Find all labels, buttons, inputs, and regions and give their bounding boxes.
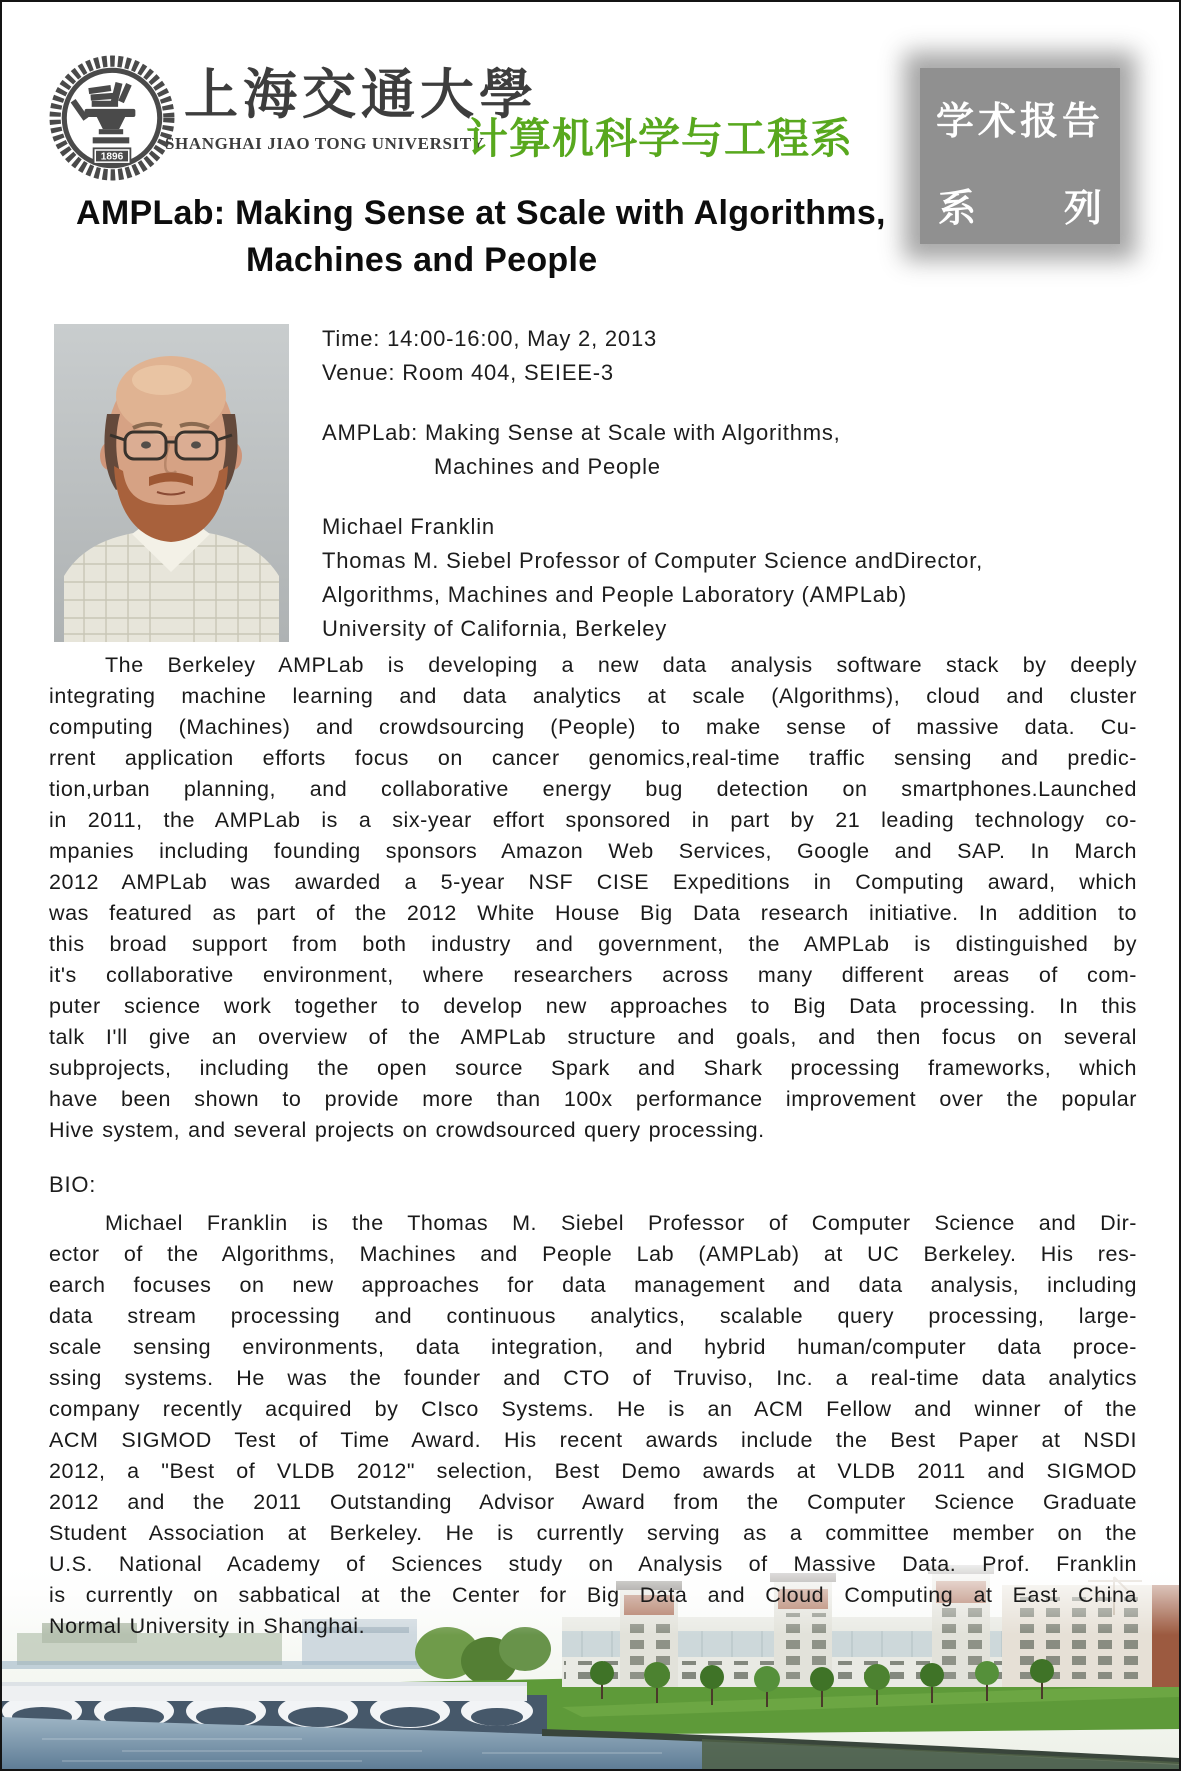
series-box-line1: 学术报告 (935, 99, 1104, 143)
speaker-title-line-2: Algorithms, Machines and People Laboratory (AMPLab) (322, 582, 907, 607)
text-line: Hive system, and several projects on crowdsourced query processing. (49, 1118, 765, 1142)
text-line: 2012, a "Best of VLDB 2012" selection, Best Demo awards at VLDB 2011 and SIGMOD (49, 1459, 1137, 1483)
text-line: 2012 and the 2011 Outstanding Advisor Award from the Computer Science Graduate (49, 1490, 1137, 1514)
bio-paragraph (49, 1208, 1137, 1642)
text-line: 2012 AMPLab was awarded a 5-year NSF CISE Expeditions in Computing award, which (49, 870, 1137, 894)
text-line: Student Association at Berkeley. He is currently serving as a committee member on the (49, 1521, 1137, 1545)
university-name-cn: 上海交通大學 (184, 63, 538, 126)
poster-title-line-1: AMPLab: Making Sense at Scale with Algorithms, (76, 194, 886, 232)
text-line: it's collaborative environment, where researchers across many different areas of com- (49, 963, 1137, 987)
text-line: computing (Machines) and crowdsourcing (People) to make sense of massive data. Cu- (49, 715, 1137, 739)
text-line: ector of the Algorithms, Machines and People Lab (AMPLab) at UC Berkeley. His res- (49, 1242, 1137, 1266)
text-line: mpanies including founding sponsors Amazon Web Services, Google and SAP. In March (49, 839, 1137, 863)
talk-title-line-2: Machines and People (434, 454, 661, 479)
text-line: in 2011, the AMPLab is a six-year effort sponsored in part by 21 leading technology co- (49, 808, 1137, 832)
time-line: Time: 14:00-16:00, May 2, 2013 (322, 326, 658, 351)
text-line: is currently on sabbatical at the Center for Big Data and Cloud Computing at East China (49, 1583, 1137, 1607)
text-line: integrating machine learning and data analytics at scale (Algorithms), cloud and cluster (49, 684, 1137, 708)
poster-title (76, 190, 1116, 284)
text-line: puter science work together to develop new approaches to Big Data processing. In this (49, 994, 1137, 1018)
bio-heading: BIO: (49, 1172, 97, 1197)
talk-details (322, 322, 1112, 646)
sjtu-gear-logo-icon (46, 52, 178, 184)
text-line: earch focuses on new approaches for data management and data analysis, including (49, 1273, 1137, 1297)
speaker-title-line-1: Thomas M. Siebel Professor of Computer Science andDirector, (322, 548, 984, 573)
speaker-photo (54, 324, 289, 642)
abstract-paragraph (49, 650, 1137, 1146)
text-line: U.S. National Academy of Sciences study on Analysis of Massive Data. Prof. Franklin (49, 1552, 1137, 1576)
text-line: was featured as part of the 2012 White House Big Data research initiative. In addition to (49, 901, 1137, 925)
text-line: Michael Franklin is the Thomas M. Siebel Professor of Computer Science and Dir- (105, 1211, 1137, 1235)
text-line: subprojects, including the open source Spark and Shark processing frameworks, which (49, 1056, 1137, 1080)
text-line: The Berkeley AMPLab is developing a new data analysis software stack by deeply (105, 653, 1137, 677)
university-name-en: SHANGHAI JIAO TONG UNIVERSITY (165, 134, 485, 153)
venue-line: Venue: Room 404, SEIEE-3 (322, 360, 614, 385)
text-line: have been shown to provide more than 100x performance improvement over the popular (49, 1087, 1137, 1111)
text-line: rrent application efforts focus on cancer genomics,real-time traffic sensing and predic- (49, 746, 1137, 770)
series-box-char-left: 系 (938, 186, 977, 230)
text-line: scale sensing environments, data integration, and hybrid human/computer data proce- (49, 1335, 1137, 1359)
text-line: tion,urban planning, and collaborative energy bug detection on smartphones.Launched (49, 777, 1137, 801)
talk-title-line-1: AMPLab: Making Sense at Scale with Algorithms, (322, 420, 841, 445)
speaker-name: Michael Franklin (322, 514, 495, 539)
logo-year-text: 1896 (100, 151, 124, 163)
text-line: this broad support from both industry and government, the AMPLab is distinguished by (49, 932, 1137, 956)
text-line: data stream processing and continuous analytics, scalable query processing, large- (49, 1304, 1137, 1328)
series-box-char-right: 列 (1063, 186, 1102, 230)
speaker-affiliation: University of California, Berkeley (322, 616, 668, 641)
text-line: ACM SIGMOD Test of Time Award. His recent awards include the Best Paper at NSDI (49, 1428, 1137, 1452)
poster-title-line-2: Machines and People (246, 241, 598, 279)
text-line: ssing systems. He was the founder and CTO of Truviso, Inc. a real-time data analytics (49, 1366, 1137, 1390)
department-name: 计算机科学与工程系 (466, 114, 854, 163)
text-line: Normal University in Shanghai. (49, 1614, 366, 1638)
text-line: company recently acquired by CIsco Systems. He is an ACM Fellow and winner of the (49, 1397, 1137, 1421)
text-line: talk I'll give an overview of the AMPLab structure and goals, and then focus on several (49, 1025, 1137, 1049)
